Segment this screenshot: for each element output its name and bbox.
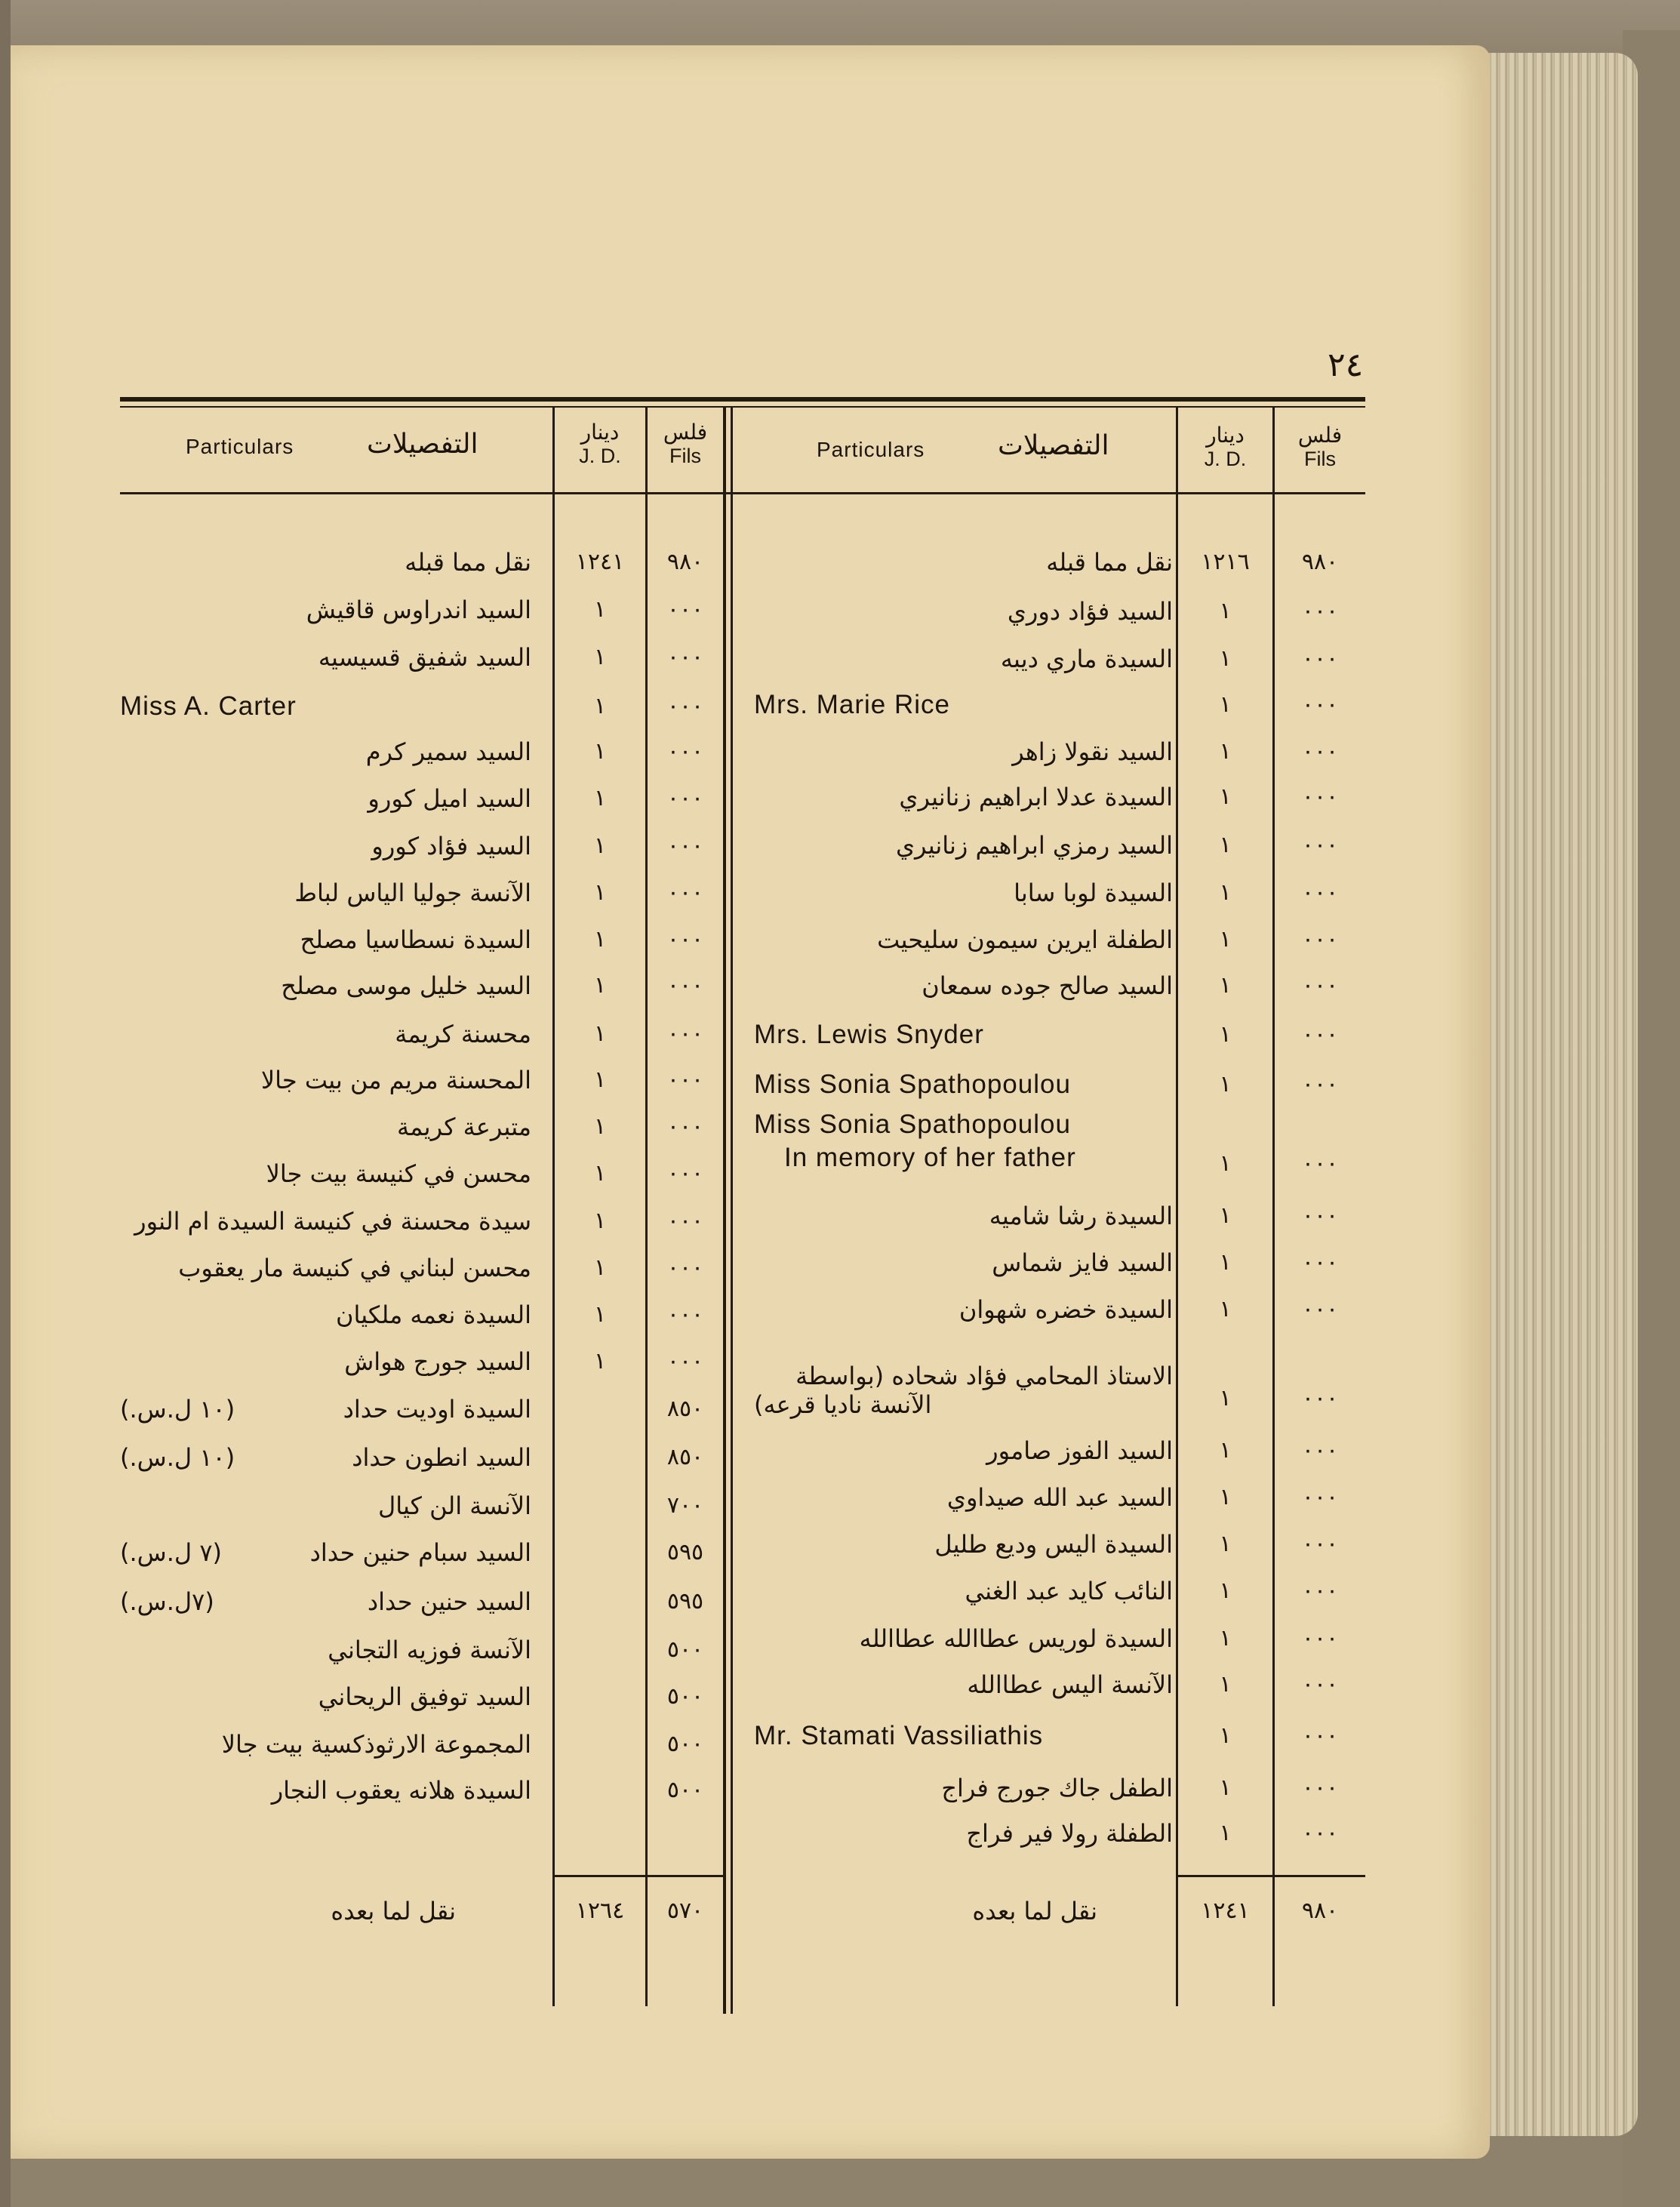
amount-fils: ٠٠٠: [1301, 1202, 1339, 1229]
entry-name-ar: السيد توفيق الريحاني: [318, 1682, 531, 1711]
ledger-row: [11, 1765, 1490, 1811]
page-number: ٢٤: [1328, 346, 1364, 384]
amount-fils: ٠٠٠: [666, 596, 704, 623]
amount-jd: ١٢٤١: [575, 549, 625, 575]
ledger-row: [11, 774, 1490, 820]
ledger-row: [11, 963, 1490, 1008]
amount-fils: ٠٠٠: [1301, 1071, 1339, 1097]
amount-fils: ٠٠٠: [1301, 1021, 1339, 1048]
amount-fils: ٠٠٠: [1301, 1484, 1339, 1510]
amount-fils: ٠٠٠: [666, 738, 704, 765]
amount-fils: ٥٠٠: [666, 1683, 704, 1710]
entry-name-en-line2: In memory of her father: [784, 1143, 1076, 1172]
ledger-row: [11, 917, 1490, 962]
entry-name-ar: النائب كايد عبد الغني: [965, 1577, 1173, 1605]
entry-name-ar: السيد فؤاد دوري: [1007, 597, 1173, 626]
amount-jd: ١: [1219, 598, 1232, 624]
entry-name-ar: الآنسة الن كيال: [378, 1491, 531, 1520]
ledger-row: [11, 1287, 1490, 1332]
entry-name-ar: متبرعة كريمة: [397, 1113, 531, 1141]
entry-name-en: Mrs. Marie Rice: [754, 690, 951, 719]
left-header-fils: [648, 420, 723, 468]
amount-fils: ٠٠٠: [666, 1067, 704, 1093]
amount-jd: ١: [1219, 1722, 1232, 1749]
entry-note: (٧ل.س.): [120, 1587, 214, 1616]
amount-jd: ١: [593, 596, 607, 623]
amount-fils: ٠٠٠: [1301, 1531, 1339, 1557]
amount-jd: ١: [1219, 1820, 1232, 1846]
amount-fils: ٨٥٠: [666, 1444, 704, 1470]
entry-name-ar: السيد حنين حداد: [367, 1587, 531, 1616]
amount-jd: ١: [1219, 1625, 1232, 1651]
amount-fils: ٠٠٠: [1301, 645, 1339, 672]
amount-fils: ٠٠٠: [1301, 783, 1339, 810]
entry-name-ar: الآنسة جوليا الياس لباط: [294, 879, 531, 907]
top-rule: [120, 397, 1365, 402]
left-header-particulars-en: Particulars: [186, 435, 294, 458]
amount-jd: ١: [1219, 1437, 1232, 1464]
left-header-jd-en: J. D.: [579, 445, 621, 467]
entry-name-ar: السيدة لوريس عطاالله عطاالله: [859, 1624, 1173, 1653]
amount-jd: ١: [593, 1254, 607, 1281]
entry-name-ar: السيد سبام حنين حداد: [309, 1538, 531, 1567]
amount-fils: ٨٥٠: [666, 1396, 704, 1422]
amount-jd: ١: [1219, 1150, 1232, 1177]
amount-fils: ٠٠٠: [1301, 1578, 1339, 1604]
entry-name-ar: السيد عبد الله صيداوي: [946, 1483, 1173, 1512]
amount-fils: ٠٠٠: [1301, 691, 1339, 718]
amount-jd: ١: [593, 738, 607, 765]
entry-name-ar: محسن لبناني في كنيسة مار يعقوب: [178, 1254, 531, 1282]
carry-forward-label: نقل لما بعده: [972, 1897, 1097, 1925]
entry-name-en: Mrs. Lewis Snyder: [754, 1020, 984, 1049]
entry-name-en: Miss Sonia Spathopoulou: [754, 1110, 1071, 1139]
entry-note: (١٠ ل.س.): [120, 1443, 235, 1472]
ledger-row: [11, 1240, 1490, 1285]
amount-jd: ١: [1219, 1071, 1232, 1097]
amount-fils: ٠٠٠: [666, 693, 704, 719]
ledger-row: [11, 636, 1490, 682]
amount-fils: ٠٠٠: [1301, 926, 1339, 953]
entry-name-ar: السيدة لوبا سابا: [1014, 879, 1173, 907]
entry-name-ar: السيدة ماري ديبه: [1000, 645, 1173, 673]
left-total-rule: [552, 1875, 723, 1877]
amount-jd: ١: [593, 644, 607, 670]
amount-fils: ٠٠٠: [666, 1160, 704, 1187]
entry-name-ar: السيد الفوز صامور: [986, 1436, 1173, 1465]
entry-name-en: Miss Sonia Spathopoulou: [754, 1070, 1071, 1099]
entry-name-ar: السيد اميل كورو: [368, 784, 531, 813]
entry-name-ar: السيد اندراوس قاقيش: [306, 596, 531, 624]
entry-name-ar: السيدة اليس وديع طليل: [934, 1530, 1173, 1559]
top-rule-thin: [120, 406, 1365, 408]
amount-fils: ٠٠٠: [1301, 832, 1339, 858]
amount-fils: ٠٠٠: [666, 879, 704, 906]
amount-jd: ١: [593, 1160, 607, 1187]
amount-jd: ١: [593, 785, 607, 811]
amount-jd: ١: [1219, 1021, 1232, 1048]
entry-name-ar: السيدة رشا شاميه: [989, 1202, 1173, 1230]
entry-name-ar: السيد فايز شماس: [992, 1248, 1173, 1277]
amount-fils: ٠٠٠: [666, 1113, 704, 1140]
entry-name-ar: السيد فؤاد كورو: [371, 832, 531, 860]
entry-name-ar: السيد صالح جوده سمعان: [922, 971, 1173, 1000]
ledger-row: [11, 1568, 1490, 1614]
amount-fils: ٩٨٠: [666, 549, 704, 575]
entry-name-ar: الطفلة رولا فير فراج: [966, 1819, 1173, 1848]
ledger-row: [11, 1662, 1490, 1707]
right-header-particulars-en: Particulars: [817, 438, 925, 461]
amount-fils: ٠٠٠: [1301, 1249, 1339, 1276]
ledger-total-row: [11, 1888, 1490, 1934]
entry-name-ar: السيدة نسطاسيا مصلح: [300, 925, 531, 954]
entry-name-ar: السيدة اوديت حداد: [343, 1395, 531, 1424]
right-header-jd-en: J. D.: [1204, 448, 1247, 470]
left-header-particulars-ar: التفصيلات: [367, 429, 478, 460]
amount-jd: ١: [1219, 1531, 1232, 1557]
amount-jd: ١: [593, 693, 607, 719]
right-header-particulars-ar: التفصيلات: [998, 430, 1109, 461]
entry-name-ar: السيد جورج هواش: [344, 1347, 531, 1376]
ledger-row: [11, 1811, 1490, 1856]
total-jd: ١٢٤١: [1201, 1898, 1250, 1924]
entry-name-ar: السيدة عدلا ابراهيم زنانيري: [899, 783, 1173, 811]
amount-fils: ٠٠٠: [666, 1020, 704, 1047]
amount-jd: ١: [593, 1208, 607, 1234]
amount-jd: ١: [1219, 972, 1232, 999]
amount-jd: ١: [593, 1113, 607, 1140]
amount-jd: ١: [1219, 1249, 1232, 1276]
amount-jd: ١: [1219, 1775, 1232, 1801]
entry-name-ar: السيد انطون حداد: [352, 1443, 531, 1472]
entry-note: (١٠ ل.س.): [120, 1395, 235, 1424]
amount-jd: ١: [1219, 691, 1232, 718]
entry-name-en: Mr. Stamati Vassiliathis: [754, 1721, 1044, 1750]
amount-jd: ١: [1219, 1202, 1232, 1229]
ledger-row: [11, 589, 1490, 634]
right-header-fils: [1275, 423, 1365, 471]
entry-name-ar: المجموعة الارثوذكسية بيت جالا: [221, 1730, 531, 1759]
right-header-jd: [1178, 423, 1272, 471]
entry-name-ar: السيد نقولا زاهر: [1012, 737, 1173, 766]
amount-jd: ١: [1219, 1578, 1232, 1604]
ledger-row: [11, 1193, 1490, 1239]
total-jd: ١٢٦٤: [575, 1898, 625, 1924]
entry-name-ar: السيد سمير كرم: [365, 737, 531, 766]
entry-name-ar: السيد رمزي ابراهيم زنانيري: [896, 831, 1173, 860]
entry-name-ar: السيد شفيق قسيسيه: [318, 643, 531, 672]
entry-name-ar-line2: الآنسة ناديا قرعه): [754, 1390, 932, 1419]
ledger-row: [11, 1428, 1490, 1473]
ledger-row: [11, 870, 1490, 916]
right-header-jd-ar: دينار: [1206, 423, 1245, 448]
amount-fils: ٠٠٠: [666, 972, 704, 999]
ledger-row: [11, 1475, 1490, 1520]
amount-jd: ١: [593, 1020, 607, 1047]
left-header-fils-en: Fils: [669, 445, 701, 467]
ledger-row: [11, 682, 1490, 728]
left-header-fils-ar: فلس: [663, 420, 708, 445]
amount-fils: ٥٩٥: [666, 1588, 704, 1614]
ledger-page: [11, 45, 1490, 2159]
entry-name-ar: الآنسة اليس عطاالله: [967, 1670, 1173, 1699]
page-edges: [1464, 53, 1638, 2136]
amount-jd: ١: [1219, 738, 1232, 765]
ledger-row: [11, 729, 1490, 774]
amount-jd: ١: [1219, 645, 1232, 672]
entry-name-ar: السيدة هلانه يعقوب النجار: [271, 1776, 531, 1805]
ledger-row: [11, 1012, 1490, 1057]
amount-fils: ٠٠٠: [666, 1348, 704, 1374]
amount-jd: ١: [593, 1301, 607, 1328]
amount-fils: ٠٠٠: [666, 644, 704, 670]
entry-name-ar: الطفلة ايرين سيمون سليحيت: [877, 925, 1173, 954]
entry-name-ar: الآنسة فوزيه التجاني: [328, 1636, 531, 1664]
amount-fils: ٩٨٠: [1301, 549, 1339, 575]
ledger-row: [11, 1616, 1490, 1661]
amount-jd: ١: [1219, 783, 1232, 810]
amount-fils: ٠٠٠: [666, 926, 704, 953]
entry-name-ar: الطفل جاك جورج فراج: [941, 1774, 1173, 1802]
entry-name-ar: نقل مما قبله: [1046, 548, 1173, 577]
book-spine: [0, 0, 11, 2207]
amount-jd: ١: [1219, 1671, 1232, 1698]
amount-fils: ٥٠٠: [666, 1731, 704, 1757]
header-rule: [120, 492, 1365, 494]
entry-note: (٧ ل.س.): [120, 1538, 222, 1567]
amount-fils: ٠٠٠: [666, 1301, 704, 1328]
right-header-fils-en: Fils: [1304, 448, 1336, 470]
amount-fils: ٠٠٠: [1301, 598, 1339, 624]
amount-fils: ٠٠٠: [1301, 1437, 1339, 1464]
amount-fils: ٧٠٠: [666, 1492, 704, 1519]
total-fils: ٥٧٠: [666, 1898, 704, 1924]
amount-fils: ٠٠٠: [1301, 1150, 1339, 1177]
entry-name-ar: المحسنة مريم من بيت جالا: [260, 1066, 531, 1094]
amount-jd: ١: [593, 926, 607, 953]
amount-fils: ٠٠٠: [1301, 1671, 1339, 1698]
amount-fils: ٠٠٠: [666, 1254, 704, 1281]
amount-jd: ١: [1219, 1484, 1232, 1510]
amount-fils: ٠٠٠: [1301, 1385, 1339, 1411]
entry-name-ar: السيدة نعمه ملكيان: [335, 1300, 531, 1329]
amount-jd: ١: [1219, 926, 1232, 953]
amount-jd: ١: [1219, 1296, 1232, 1322]
ledger-row: [11, 1062, 1490, 1107]
left-header-jd-ar: دينار: [580, 420, 620, 445]
entry-name-ar: محسن في كنيسة بيت جالا: [266, 1159, 531, 1188]
ledger-row: [11, 1713, 1490, 1759]
amount-fils: ٠٠٠: [1301, 1625, 1339, 1651]
amount-jd: ١: [593, 1348, 607, 1374]
right-total-rule: [1176, 1875, 1365, 1877]
amount-fils: ٠٠٠: [1301, 1820, 1339, 1846]
amount-fils: ٥٠٠: [666, 1636, 704, 1663]
amount-jd: ١: [593, 879, 607, 906]
amount-jd: ١: [1219, 1385, 1232, 1411]
entry-name-ar: الاستاذ المحامي فؤاد شحاده (بواسطة: [795, 1362, 1173, 1390]
carry-forward-label: نقل لما بعده: [331, 1897, 456, 1925]
amount-jd: ١: [593, 972, 607, 999]
amount-jd: ١: [1219, 832, 1232, 858]
amount-fils: ٠٠٠: [1301, 1775, 1339, 1801]
entry-name-ar: السيدة خضره شهوان: [958, 1295, 1173, 1324]
entry-name-en: Miss A. Carter: [120, 691, 297, 721]
amount-fils: ٠٠٠: [1301, 1722, 1339, 1749]
entry-name-ar: السيد خليل موسى مصلح: [281, 971, 531, 1000]
amount-fils: ٥٠٠: [666, 1777, 704, 1803]
ledger-row: [11, 823, 1490, 868]
amount-fils: ٠٠٠: [1301, 1296, 1339, 1322]
entry-name-ar: نقل مما قبله: [405, 548, 531, 577]
amount-fils: ٠٠٠: [1301, 972, 1339, 999]
amount-fils: ٠٠٠: [666, 833, 704, 859]
entry-name-ar: محسنة كريمة: [395, 1020, 531, 1048]
amount-fils: ٠٠٠: [666, 1208, 704, 1234]
amount-fils: ٠٠٠: [666, 785, 704, 811]
amount-jd: ١٢١٦: [1201, 549, 1250, 575]
amount-fils: ٥٩٥: [666, 1539, 704, 1565]
amount-fils: ٠٠٠: [1301, 738, 1339, 765]
right-header-fils-ar: فلس: [1297, 423, 1343, 448]
left-header-jd: [555, 420, 645, 468]
ledger-row: [11, 540, 1490, 585]
ledger-row: [11, 1522, 1490, 1567]
entry-name-ar: سيدة محسنة في كنيسة السيدة ام النور: [134, 1207, 531, 1236]
amount-jd: ١: [593, 833, 607, 859]
amount-jd: ١: [1219, 879, 1232, 906]
amount-jd: ١: [593, 1067, 607, 1093]
amount-fils: ٠٠٠: [1301, 879, 1339, 906]
total-fils: ٩٨٠: [1301, 1898, 1339, 1924]
